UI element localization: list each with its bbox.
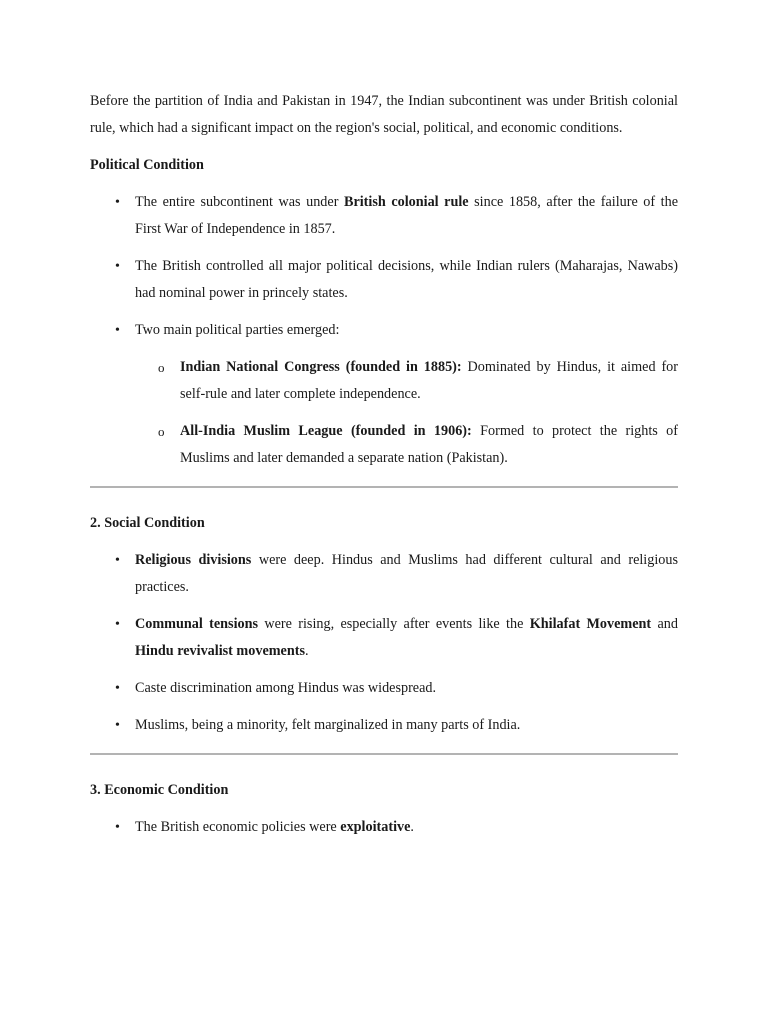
economic-heading: 3. Economic Condition xyxy=(90,782,229,798)
list-item: • Religious divisions were deep. Hindus and Muslims had different cultural and religious practices. xyxy=(135,547,678,601)
list-item: • The British controlled all major political decisions, while Indian rulers (Maharajas, Nawabs) had nominal power in princely states. xyxy=(135,253,678,307)
bullet-icon: • xyxy=(115,323,120,338)
sub-list-item: o Indian National Congress (founded in 1885): Dominated by Hindus, it aimed for self-rule and later complete independence. xyxy=(180,354,678,408)
list-item: • The British economic policies were exploitative. xyxy=(135,814,678,841)
bullet-icon: • xyxy=(115,553,120,568)
bullet-icon: • xyxy=(115,820,120,835)
political-list xyxy=(90,189,678,472)
bullet-icon: • xyxy=(115,617,120,632)
bullet-icon: • xyxy=(115,195,120,210)
list-item: • Communal tensions were rising, especially after events like the Khilafat Movement and Hindu revivalist movements. xyxy=(135,611,678,665)
section-divider xyxy=(90,753,678,755)
economic-list xyxy=(90,814,678,841)
social-list xyxy=(90,547,678,739)
bullet-icon: • xyxy=(115,681,120,696)
sub-bullet-icon: o xyxy=(158,360,165,375)
list-item: • Two main political parties emerged: o Indian National Congress (founded in 1885): Dominated by Hindus, it aimed for self-rule and later complete independence. o All-India Muslim League (founded in 1906): Formed to protect the rights of Muslims and later demanded a separate nation (Pakistan). xyxy=(135,317,678,472)
section-divider xyxy=(90,486,678,488)
list-item: • The entire subcontinent was under British colonial rule since 1858, after the failure of the First War of Independence in 1857. xyxy=(135,189,678,243)
political-heading: Political Condition xyxy=(90,157,204,173)
parties-sublist xyxy=(135,354,678,472)
sub-list-item: o All-India Muslim League (founded in 1906): Formed to protect the rights of Muslims and later demanded a separate nation (Pakistan). xyxy=(180,418,678,472)
list-item: • Muslims, being a minority, felt marginalized in many parts of India. xyxy=(135,712,678,739)
social-heading: 2. Social Condition xyxy=(90,515,205,531)
document-page xyxy=(90,88,678,851)
sub-bullet-icon: o xyxy=(158,424,165,439)
bullet-icon: • xyxy=(115,259,120,274)
bullet-icon: • xyxy=(115,718,120,733)
list-item: • Caste discrimination among Hindus was widespread. xyxy=(135,675,678,702)
intro-paragraph: Before the partition of India and Pakistan in 1947, the Indian subcontinent was under British colonial rule, which had a significant impact on the region's social, political, and economic conditions. xyxy=(90,93,678,136)
